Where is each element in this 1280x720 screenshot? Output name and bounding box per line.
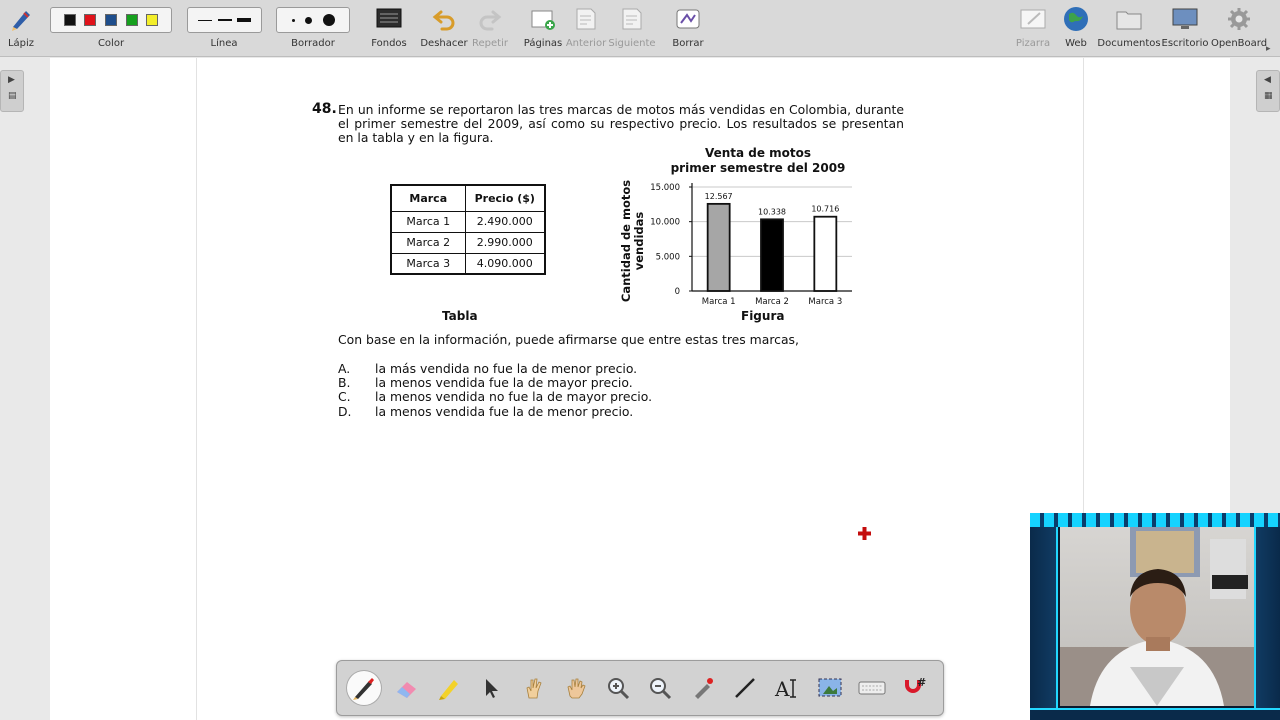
color-black-swatch[interactable] [64, 14, 76, 26]
right-panel-toggle[interactable]: ◀ ▦ [1256, 70, 1280, 112]
webcam-video [1060, 527, 1254, 706]
answer-option-d[interactable] [338, 404, 633, 419]
svg-text:A: A [775, 677, 790, 700]
eraser-tool-icon[interactable] [390, 671, 424, 705]
clear-label: Borrar [672, 38, 704, 49]
webcam-frame-right [1254, 527, 1280, 708]
chart-bar [761, 219, 783, 291]
undo-label: Deshacer [420, 38, 468, 49]
backgrounds-icon[interactable] [376, 6, 402, 32]
answer-option-b[interactable] [338, 375, 633, 390]
line-label: Línea [210, 38, 238, 49]
left-panel-toggle[interactable]: ▶ ▤ [0, 70, 24, 112]
settings-gear-icon[interactable] [1226, 6, 1252, 32]
backgrounds-label: Fondos [371, 38, 407, 49]
chart-y-tick-label: 0 [674, 287, 680, 297]
board-icon[interactable] [1020, 6, 1046, 32]
table-cell: Marca 1 [391, 211, 465, 232]
color-yellow-swatch[interactable] [146, 14, 158, 26]
table-row [391, 253, 545, 274]
pages-label: Páginas [523, 38, 563, 49]
text-tool-icon[interactable] [770, 671, 804, 705]
laser-pointer-icon[interactable] [686, 671, 720, 705]
color-red-swatch[interactable] [84, 14, 96, 26]
line-medium-option[interactable] [218, 19, 232, 21]
clear-page-icon[interactable] [675, 6, 701, 32]
chart-title: Venta de motos [704, 146, 812, 160]
capture-tool-icon[interactable] [813, 671, 847, 705]
table-cell: Marca 2 [391, 232, 465, 253]
redo-icon[interactable] [477, 6, 503, 32]
undo-icon[interactable] [431, 6, 457, 32]
chart-y-tick-label: 10.000 [650, 217, 680, 228]
answer-option-a[interactable] [338, 361, 637, 376]
eraser-small-option[interactable] [292, 19, 295, 22]
laser-pointer-cross-icon [858, 527, 871, 540]
option-text: la más vendida no fue la de menor precio. [375, 361, 638, 376]
pencil-icon[interactable] [8, 6, 34, 32]
chart-subtitle: primer semestre del 2009 [670, 161, 846, 175]
chart-value-label: 12.567 [704, 191, 733, 201]
add-page-icon[interactable] [530, 6, 556, 32]
board-label: Pizarra [1015, 38, 1051, 49]
pan-hand-icon[interactable] [559, 671, 593, 705]
webcam-overlay [1030, 513, 1280, 720]
price-table [390, 184, 546, 275]
main-toolbar [0, 0, 1280, 57]
pen-tool-icon[interactable] [347, 671, 381, 705]
chart-bar [814, 217, 836, 291]
chart-value-label: 10.338 [758, 207, 786, 217]
color-blue-swatch[interactable] [105, 14, 117, 26]
chart-x-ticks [702, 297, 843, 307]
option-text: la menos vendida fue la de mayor precio. [375, 375, 633, 390]
openboard-label: OpenBoard [1210, 38, 1268, 49]
answer-option-c[interactable] [338, 389, 652, 404]
collapse-toolbar-icon[interactable]: ▸ [1266, 44, 1271, 54]
interact-hand-icon[interactable] [516, 671, 550, 705]
table-header-row [391, 185, 545, 211]
chart-x-tick-label: Marca 3 [808, 297, 843, 307]
figure-caption: Figura [741, 309, 785, 323]
line-thick-option[interactable] [237, 18, 251, 22]
magnet-tool-icon[interactable] [897, 671, 931, 705]
eraser-large-option[interactable] [323, 14, 335, 26]
eraser-size-selector [276, 7, 350, 33]
chart-bar [708, 204, 730, 291]
selector-arrow-icon[interactable] [474, 671, 508, 705]
table-cell: 2.490.000 [465, 211, 545, 232]
chart-value-label: 10.716 [811, 204, 840, 214]
redo-label: Repetir [472, 38, 508, 49]
zoom-out-icon[interactable] [643, 671, 677, 705]
pencil-label: Lápiz [7, 38, 35, 49]
webcam-frame-left [1030, 527, 1058, 708]
question-prompt: Con base en la información, puede afirmarse que entre estas tres marcas, [338, 332, 799, 347]
drawing-tools-palette [336, 660, 944, 716]
table-header-cell: Precio ($) [465, 185, 545, 211]
option-text: la menos vendida fue la de menor precio. [375, 404, 634, 419]
option-letter: D. [338, 404, 352, 419]
chart-x-tick-label: Marca 1 [701, 297, 736, 307]
documents-folder-icon[interactable] [1116, 6, 1142, 32]
next-label: Siguiente [608, 38, 656, 49]
web-globe-icon[interactable] [1063, 6, 1089, 32]
option-text: la menos vendida no fue la de mayor precio. [375, 389, 653, 404]
table-row [391, 211, 545, 232]
previous-page-icon[interactable] [573, 6, 599, 32]
table-header-cell: Marca [391, 185, 465, 211]
chart-y-ticks [650, 183, 692, 297]
line-width-selector [187, 7, 262, 33]
option-letter: A. [338, 361, 351, 376]
table-caption: Tabla [442, 309, 478, 323]
table-cell: Marca 3 [391, 253, 465, 274]
chart-y-tick-label: 15.000 [650, 183, 680, 193]
table-cell: 4.090.000 [465, 253, 545, 274]
webcam-frame-bottom [1030, 708, 1280, 720]
next-page-icon[interactable] [619, 6, 645, 32]
line-tool-icon[interactable] [728, 671, 762, 705]
eraser-medium-option[interactable] [305, 17, 312, 24]
chart-y-axis-label: Cantidad de motosvendidas [619, 179, 646, 303]
svg-text:#: # [917, 676, 927, 689]
sales-bar-chart [612, 142, 862, 312]
chart-y-tick-label: 5.000 [655, 252, 680, 263]
web-label: Web [1065, 38, 1087, 49]
table-cell: 2.990.000 [465, 232, 545, 253]
documents-label: Documentos [1097, 38, 1161, 49]
highlighter-tool-icon[interactable] [432, 671, 466, 705]
webcam-frame-top [1030, 513, 1280, 527]
eraser-label: Borrador [291, 38, 335, 49]
color-green-swatch[interactable] [126, 14, 138, 26]
chart-x-tick-label: Marca 2 [755, 297, 789, 307]
desktop-label: Escritorio [1161, 38, 1209, 49]
line-thin-option[interactable] [198, 20, 212, 21]
color-label: Color [97, 38, 125, 49]
question-number: 48. [312, 101, 337, 117]
virtual-keyboard-icon[interactable] [855, 671, 889, 705]
previous-label: Anterior [565, 38, 607, 49]
desktop-monitor-icon[interactable] [1172, 6, 1198, 32]
table-row [391, 232, 545, 253]
zoom-in-icon[interactable] [601, 671, 635, 705]
chart-bars [708, 204, 840, 291]
option-letter: C. [338, 389, 351, 404]
option-letter: B. [338, 375, 351, 390]
color-palette [50, 7, 172, 33]
question-text: En un informe se reportaron las tres marcas de motos más vendidas en Colombia, durante el primer semestre del 2009, así como su respectivo precio. Los resultados se presentan en la tabla y en la figura. [338, 102, 904, 145]
